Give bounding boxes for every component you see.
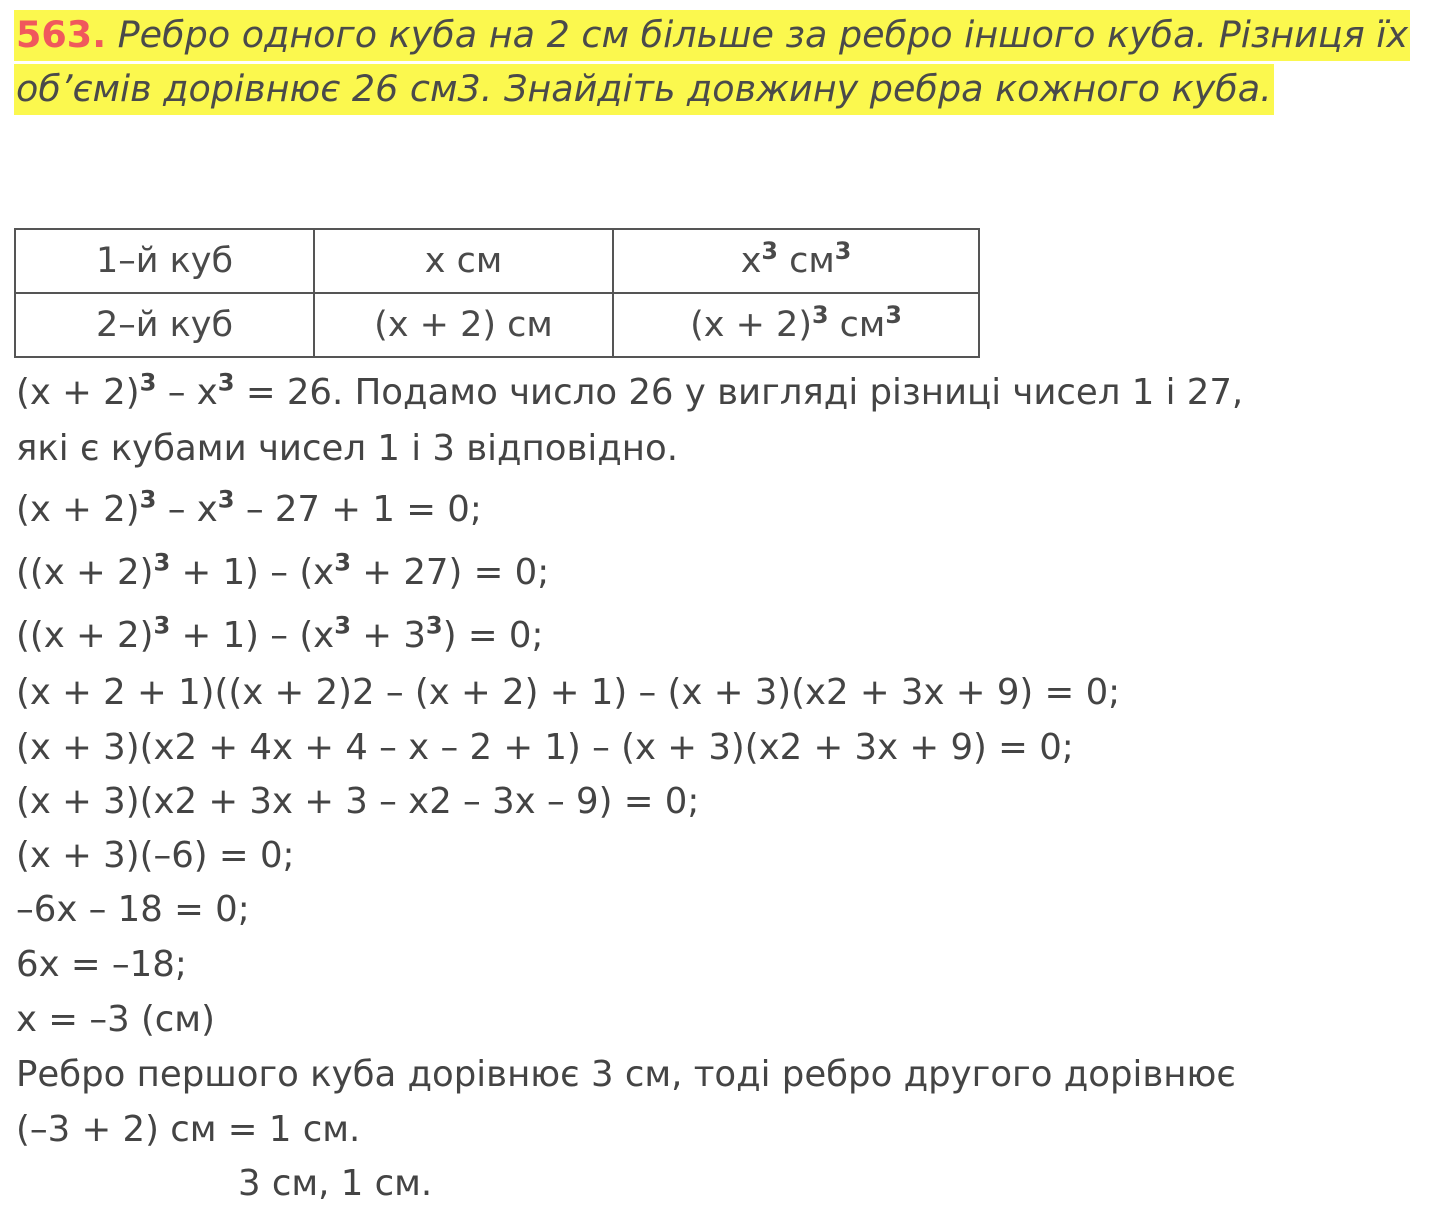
- cube-name: 1–й куб: [15, 229, 314, 293]
- solution-line-4: $((x + 2)^3 + 1) - (x^3 + 27) = 0$;: [16, 548, 550, 593]
- answer: 3 см, 1 см.: [238, 1163, 433, 1204]
- problem-statement: [14, 8, 1434, 116]
- solution-line-11: 6x = –18;: [16, 944, 187, 985]
- cube-name: 2–й куб: [15, 293, 314, 357]
- solution-line-2: які є кубами чисел 1 і 3 відповідно.: [16, 428, 679, 469]
- table-row: [15, 229, 979, 293]
- cube-edge: (x + 2) см: [314, 293, 613, 357]
- solution-line-12: x = –3 (см): [16, 999, 215, 1040]
- cube-edge: x см: [314, 229, 613, 293]
- table-row: [15, 293, 979, 357]
- solution-line-3: $(x + 2)^3 - x^3 - 27 + 1 = 0$;: [16, 485, 482, 530]
- solution-line-13: Ребро першого куба дорівнює 3 см, тоді ребро другого дорівнює: [16, 1054, 1236, 1095]
- solution-line-14: (–3 + 2) см = 1 см.: [16, 1109, 361, 1150]
- solution-line-6: (x + 2 + 1)((x + 2)2 – (x + 2) + 1) – (x + 3)(x2 + 3x + 9) = 0;: [16, 672, 1121, 713]
- solution-line-1: $(x + 2)^3 - x^3 = 26$. Подамо число 26 у вигляді різниці чисел 1 і 27,: [16, 368, 1244, 413]
- cubes-table: [14, 228, 980, 358]
- problem-number: 563.: [16, 13, 107, 56]
- solution-line-10: –6x – 18 = 0;: [16, 889, 250, 930]
- solution-line-7: (x + 3)(x2 + 4x + 4 – x – 2 + 1) – (x + 3)(x2 + 3x + 9) = 0;: [16, 727, 1074, 768]
- cube-volume: $x^3$ $см^3$: [613, 229, 979, 293]
- solution-line-5: $((x + 2)^3 + 1) - (x^3 + 3^3) = 0$;: [16, 611, 544, 656]
- solution-line-9: (x + 3)(–6) = 0;: [16, 835, 295, 876]
- solution-line-8: (x + 3)(x2 + 3x + 3 – x2 – 3x – 9) = 0;: [16, 781, 700, 822]
- problem-text: Ребро одного куба на 2 см більше за ребро іншого куба. Різниця їх об’ємів дорівнює 26 см3. Знайдіть довжину ребра кожного куба.: [16, 13, 1409, 110]
- cube-volume: $(x + 2)^3$ $см^3$: [613, 293, 979, 357]
